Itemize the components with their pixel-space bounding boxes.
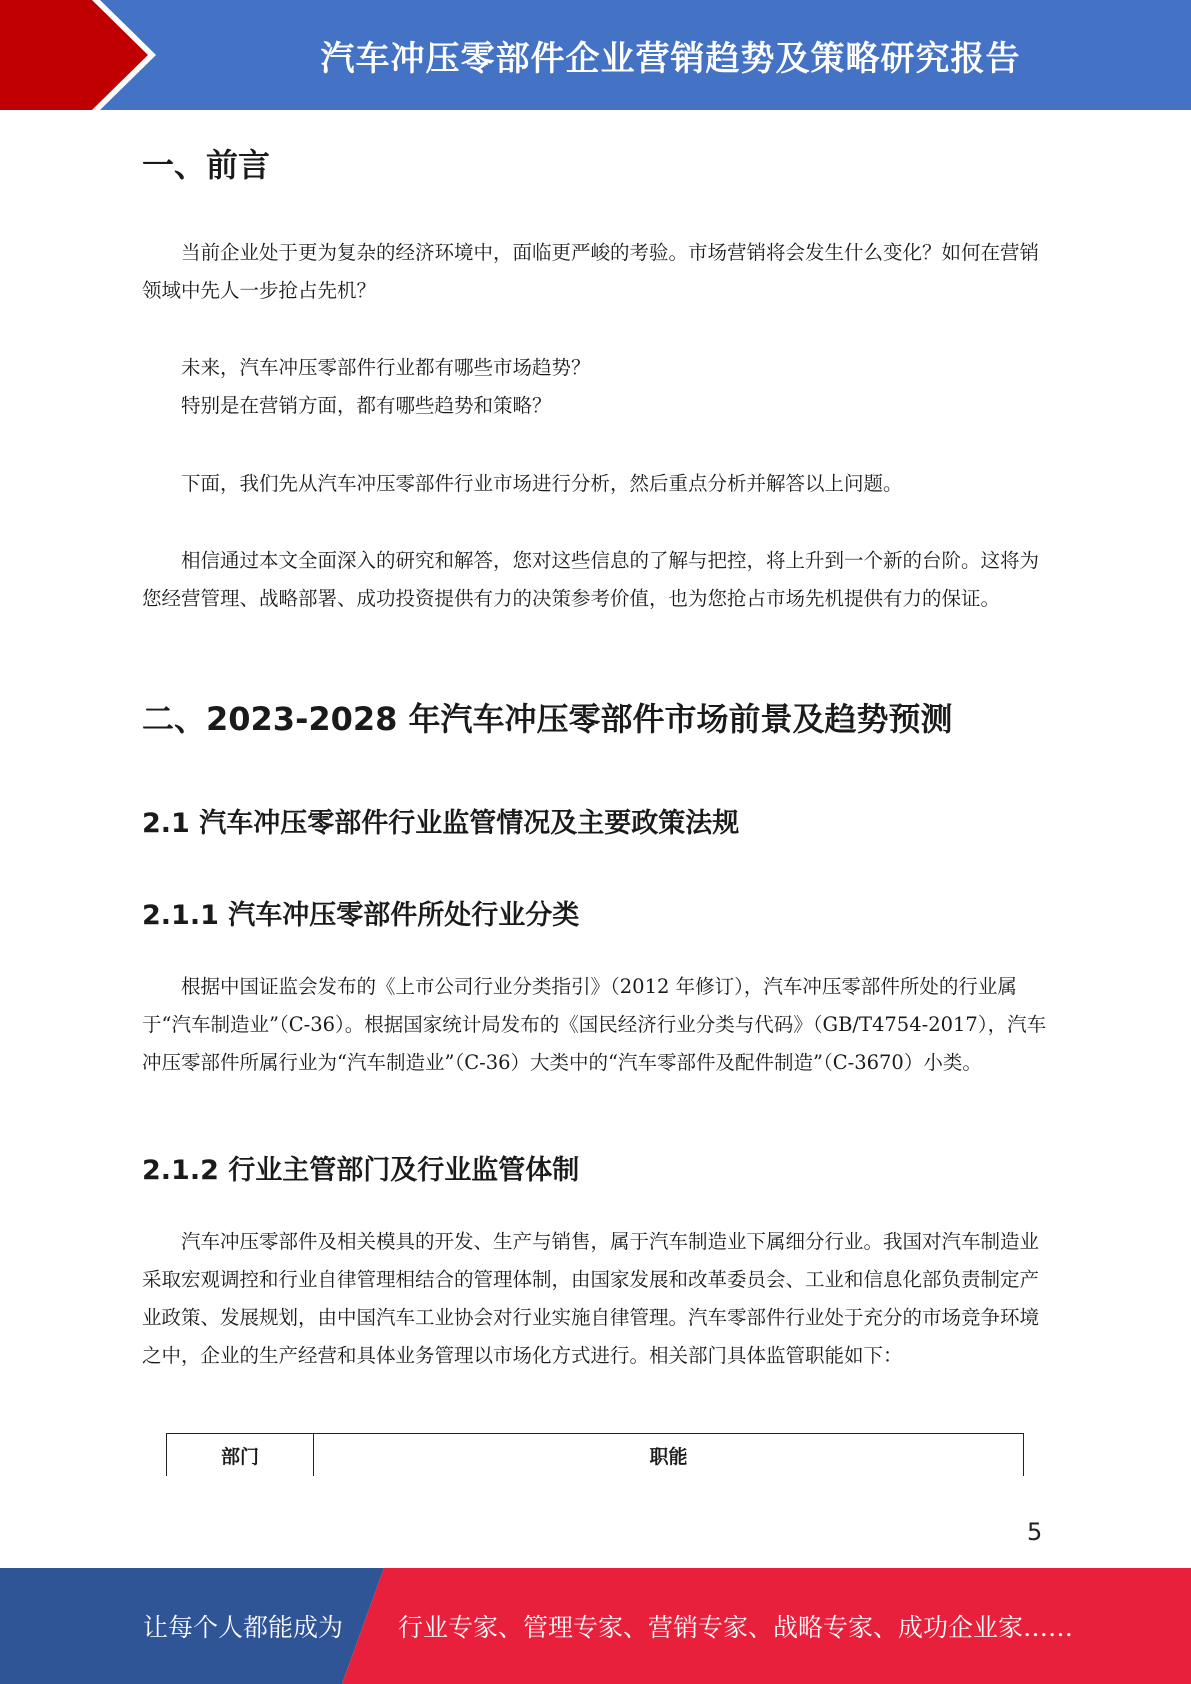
paragraph: 汽车冲压零部件及相关模具的开发、生产与销售，属于汽车制造业下属细分行业。我国对汽车制造业采取宏观调控和行业自律管理相结合的管理体制，由国家发展和改革委员会、工业和信息化部负责制定产业政策、发展规划，由中国汽车工业协会对行业实施自律管理。汽车零部件行业处于充分的市场竞争环境之中，企业的生产经营和具体业务管理以市场化方式进行。相关部门具体监管职能如下：: [142, 1230, 1040, 1367]
paragraph: 下面，我们先从汽车冲压零部件行业市场进行分析，然后重点分析并解答以上问题。: [181, 472, 903, 495]
duty-table: [166, 1433, 1024, 1476]
section-2-1-1-heading: 2.1.1 汽车冲压零部件所处行业分类: [142, 900, 580, 931]
report-title: 汽车冲压零部件企业营销趋势及策略研究报告: [320, 38, 1021, 79]
paragraph: 根据中国证监会发布的《上市公司行业分类指引》（2012 年修订），汽车冲压零部件所处的行业属于“汽车制造业”（C-36）。根据国家统计局发布的《国民经济行业分类与代码》（GB/T4754-2017），汽车冲压零部件所属行业为“汽车制造业”（C-36）大类中的“汽车零部件及配件制造”（C-3670）小类。: [142, 975, 1047, 1074]
page-number: 5: [1027, 1518, 1043, 1546]
footer-slogan-left: 让每个人都能成为: [143, 1613, 344, 1642]
paragraph: 当前企业处于更为复杂的经济环境中，面临更严峻的考验。市场营销将会发生什么变化？如何在营销领域中先人一步抢占先机？: [142, 241, 1040, 302]
table-header-row: [167, 1434, 1024, 1477]
paragraph: 相信通过本文全面深入的研究和解答，您对这些信息的了解与把控，将上升到一个新的台阶。这将为您经营管理、战略部署、成功投资提供有力的决策参考价值，也为您抢占市场先机提供有力的保证。: [142, 549, 1040, 610]
section-1-heading: 一、前言: [142, 146, 271, 184]
footer-slogan-right: 行业专家、管理专家、营销专家、战略专家、成功企业家……: [398, 1613, 1074, 1642]
section-2-1-heading: 2.1 汽车冲压零部件行业监管情况及主要政策法规: [142, 808, 740, 839]
table-header-cell: 部门: [167, 1434, 314, 1477]
section-2-heading: 二、2023-2028 年汽车冲压零部件市场前景及趋势预测: [142, 700, 953, 738]
table-header-cell: 职能: [314, 1434, 1024, 1477]
paragraph: 未来，汽车冲压零部件行业都有哪些市场趋势？: [181, 356, 591, 379]
section-2-1-2-heading: 2.1.2 行业主管部门及行业监管体制: [142, 1155, 580, 1186]
footer-banner: [0, 1568, 1191, 1684]
paragraph: 特别是在营销方面，都有哪些趋势和策略？: [181, 394, 552, 417]
header-banner: [0, 0, 1191, 110]
